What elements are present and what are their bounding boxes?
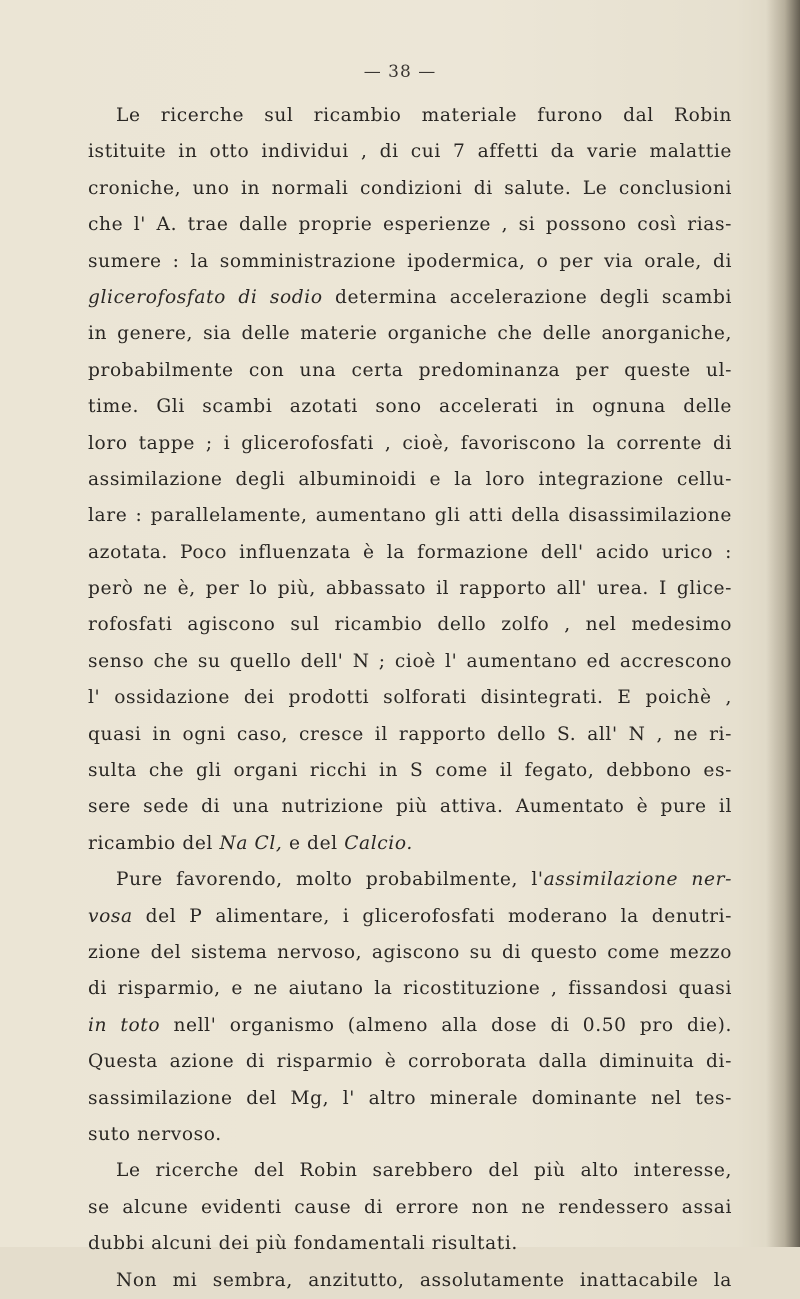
text-run: Non mi sembra, anzitutto, assolutamente inattacabile la — [116, 1269, 732, 1291]
text-line — [88, 280, 732, 316]
text-line — [88, 426, 732, 462]
text-line — [88, 1117, 732, 1153]
text-line — [88, 644, 732, 680]
text-run: time. Gli scambi azotati sono accelerati in ognuna delle — [88, 396, 732, 418]
text-run: Pure favorendo, molto probabilmente, l' — [116, 869, 544, 891]
body-text — [88, 98, 732, 1299]
text-line — [88, 971, 732, 1007]
text-run: rofosfati agiscono sul ricambio dello zolfo , nel medesimo — [88, 614, 732, 636]
text-run: Questa azione di risparmio è corroborata dalla diminuita di- — [88, 1051, 732, 1073]
text-line — [88, 862, 732, 898]
text-line — [88, 498, 732, 534]
text-run: in genere, sia delle materie organiche che delle anorganiche, — [88, 323, 732, 345]
text-line — [88, 717, 732, 753]
text-run: assimilazione degli albuminoidi e la loro integrazione cellu- — [88, 468, 732, 490]
text-run: sere sede di una nutrizione più attiva. Aumentato è pure il — [88, 796, 732, 818]
text-run: dubbi alcuni dei più fondamentali risultati. — [88, 1233, 518, 1255]
text-line — [88, 680, 732, 716]
text-run: sulta che gli organi ricchi in S come il fegato, debbono es- — [88, 760, 732, 782]
text-run: l' ossidazione dei prodotti solforati disintegrati. E poichè , — [88, 687, 732, 709]
italic-text: in toto — [88, 1014, 161, 1036]
text-run: istituite in otto individui , di cui 7 affetti da varie malattie — [88, 141, 732, 163]
text-line — [88, 535, 732, 571]
italic-text: Na Cl, — [219, 832, 283, 854]
text-line — [88, 98, 732, 134]
text-line — [88, 571, 732, 607]
text-line — [88, 171, 732, 207]
page-edge-shadow — [766, 0, 800, 1247]
text-run: e del — [282, 832, 345, 854]
italic-text: Calcio. — [344, 832, 413, 854]
text-line — [88, 1226, 732, 1262]
text-run: senso che su quello dell' N ; cioè l' aumentano ed accrescono — [88, 650, 732, 672]
text-line — [88, 1081, 732, 1117]
text-run: Le ricerche sul ricambio materiale furono dal Robin — [116, 105, 732, 126]
text-line — [88, 134, 732, 170]
text-line — [88, 753, 732, 789]
text-line — [88, 462, 732, 498]
italic-text: assimilazione ner- — [543, 869, 732, 891]
text-line — [88, 899, 732, 935]
text-run: di risparmio, e ne aiutano la ricostituzione , fissandosi quasi — [88, 978, 732, 1000]
text-line — [88, 353, 732, 389]
text-run: ricambio del — [88, 832, 220, 854]
text-run: se alcune evidenti cause di errore non ne rendessero assai — [88, 1196, 732, 1218]
text-line — [88, 826, 732, 862]
page-number: — 38 — — [363, 62, 437, 82]
italic-text: glicerofosfato di sodio — [88, 286, 323, 308]
text-run: sassimilazione del Mg, l' altro minerale dominante nel tes- — [88, 1087, 732, 1109]
text-run: azotata. Poco influenzata è la formazione dell' acido urico : — [88, 541, 732, 563]
text-run: determina accelerazione degli scambi — [322, 286, 732, 308]
text-run: però ne è, per lo più, abbassato il rapporto all' urea. I glice- — [88, 578, 732, 600]
text-run: croniche, uno in normali condizioni di salute. Le conclusioni — [88, 177, 732, 199]
text-run: loro tappe ; i glicerofosfati , cioè, favoriscono la corrente di — [88, 432, 732, 454]
text-run: quasi in ogni caso, cresce il rapporto dello S. all' N , ne ri- — [88, 723, 732, 745]
text-run: del P alimentare, i glicerofosfati moderano la denutri- — [132, 905, 732, 927]
text-line — [88, 607, 732, 643]
text-run: probabilmente con una certa predominanza per queste ul- — [88, 359, 732, 381]
text-run: Le ricerche del Robin sarebbero del più alto interesse, — [116, 1160, 732, 1182]
text-line — [88, 1008, 732, 1044]
italic-text: vosa — [88, 905, 133, 927]
text-run: zione del sistema nervoso, agiscono su di questo come mezzo — [88, 941, 732, 963]
text-run: lare : parallelamente, aumentano gli atti della disassimilazione — [88, 505, 732, 527]
text-line — [88, 789, 732, 825]
text-run: che l' A. trae dalle proprie esperienze , si possono così rias- — [88, 214, 732, 236]
text-line — [88, 1044, 732, 1080]
text-line — [88, 1153, 732, 1189]
text-line — [88, 316, 732, 352]
text-line — [88, 1190, 732, 1226]
text-line — [88, 935, 732, 971]
text-line — [88, 244, 732, 280]
text-run: sumere : la somministrazione ipodermica, o per via orale, di — [88, 250, 732, 272]
text-line — [88, 389, 732, 425]
text-run: nell' organismo (almeno alla dose di 0.50 pro die). — [160, 1014, 732, 1036]
text-line — [88, 1263, 732, 1299]
text-line — [88, 207, 732, 243]
text-run: suto nervoso. — [88, 1123, 222, 1145]
